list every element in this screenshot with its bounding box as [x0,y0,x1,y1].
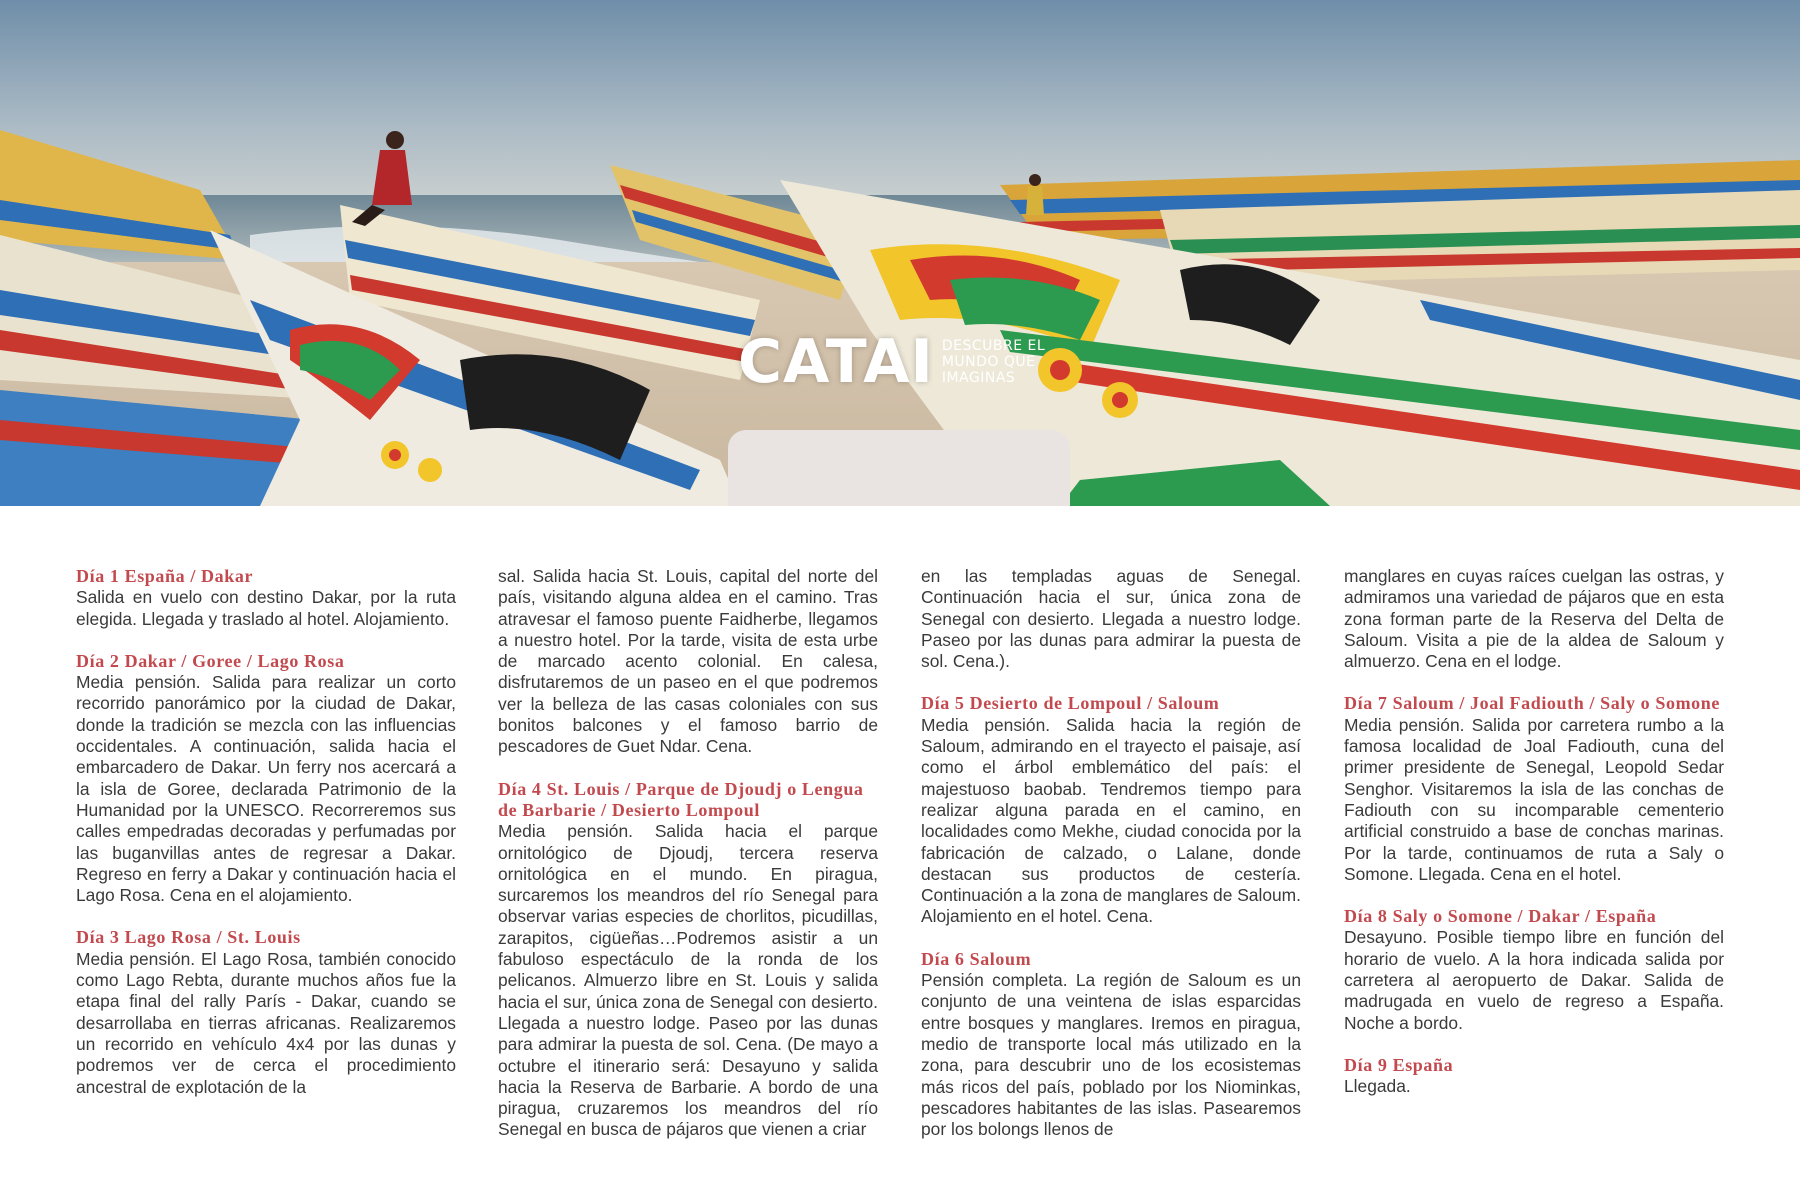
day-title: Día 4 St. Louis / Parque de Djoudj o Lengua de Barbarie / Desierto Lompoul [498,778,864,820]
tagline-line: DESCUBRE EL [941,338,1046,354]
column-2 [498,566,878,1162]
column-3 [921,566,1301,1161]
day-block [1344,906,1724,1034]
day-description: sal. Salida hacia St. Louis, capital del norte del país, visitando alguna aldea en el camino. Tras atravesar el famoso puente Faidherbe, llegamos a nuestro hotel. Por la tarde, visita de esta urbe de marcado acento colonial. En calesa, disfrutaremos de un paseo en el que podremos ver la belleza de las casas coloniales con sus bonitos balcones y el famoso barrio de pescadores de Guet Ndar. Cena. [498,566,878,757]
day-title: Día 1 España / Dakar [76,566,254,586]
hero-photo [0,0,1800,506]
tagline-line: MUNDO QUE [941,354,1036,370]
day-block [1344,1055,1724,1098]
day-description: manglares en cuyas raíces cuelgan las ostras, y admiramos una variedad de pájaros que en esta zona forman parte de la Reserva del Delta de Saloum. Visita a pie de la aldea de Saloum y almuerzo. Cena en el lodge. [1344,566,1724,672]
day-description: Media pensión. Salida hacia la región de Saloum, admirando en el trayecto el paisaje, así como el árbol emblemático del país: el majestuoso baobab. Tendremos tiempo para realizar alguna parada en el camino, en localidades como Mekhe, ciudad conocida por la fabricación de calzado, o Lalane, donde destacan sus productos de cestería. Continuación a la zona de manglares de Saloum. Alojamiento en el hotel. Cena. [921,714,1301,927]
day-title: Día 6 Saloum [921,948,1032,969]
logo-tagline [942,338,1062,386]
decorative-tab [728,430,1070,506]
day-block-continued [921,566,1301,672]
column-1 [76,566,456,1119]
day-description: en las templadas aguas de Senegal. Continuación hacia el sur, única zona de Senegal con desierto. Llegada a nuestro lodge. Paseo por las dunas para admirar la puesta de sol. Cena.). [921,566,1301,672]
day-block [76,927,456,1097]
day-title: Día 5 Desierto de Lompoul / Saloum [921,693,1220,714]
day-block [921,949,1301,1141]
day-description: Llegada. [1344,1076,1411,1097]
tagline-line: IMAGINAS [941,370,1016,386]
day-description: Salida en vuelo con destino Dakar, por la ruta elegida. Llegada y traslado al hotel. Alojamiento. [76,587,456,629]
day-block-continued [1344,566,1724,672]
logo-wordmark: CATAI [738,327,934,397]
day-block [76,651,456,907]
day-description: Media pensión. Salida hacia el parque ornitológico de Djoudj, tercera reserva ornitológica en el mundo. En piragua, surcaremos los meandros del río Senegal para observar varias especies de chorlitos, picudillas, zarapitos, cigüeñas…Podremos asistir a un fabuloso espectáculo de la ronda de los pelicanos. Almuerzo libre en St. Louis y salida hacia el sur, única zona de Senegal con desierto. Llegada a nuestro lodge. Paseo por las dunas para admirar la puesta de sol. Cena. (De mayo a octubre el itinerario será: Desayuno y salida hacia la Reserva de Barbarie. A bordo de una piragua, cruzaremos los meandros del río Senegal en busca de pájaros que vienen a criar [498,821,878,1140]
day-title: Día 2 Dakar / Goree / Lago Rosa [76,650,345,671]
day-description: Pensión completa. La región de Saloum es un conjunto de una veintena de islas esparcidas entre bosques y manglares. Iremos en piragua, medio de transporte local más utilizado en la zona, para descubrir uno de los ecosistemas más ricos del país, poblado por los Niominkas, pescadores habitantes de las islas. Pasearemos por los bolongs llenos de [921,970,1301,1140]
day-description: Desayuno. Posible tiempo libre en función del horario de vuelo. A la hora indicada salida por carretera al aeropuerto de Dakar. Salida de madrugada en vuelo de regreso a España. Noche a bordo. [1344,927,1724,1033]
day-title: Día 8 Saly o Somone / Dakar / España [1344,906,1657,927]
day-title: Día 3 Lago Rosa / St. Louis [76,927,301,948]
day-block-continued [498,566,878,758]
itinerary [76,566,1724,1166]
catai-logo [738,327,1062,397]
column-4 [1344,566,1724,1119]
day-block [76,566,456,630]
day-block [498,779,878,1141]
day-description: Media pensión. Salida por carretera rumbo a la famosa localidad de Joal Fadiouth, cuna del primer presidente de Senegal, Leopold Sedar Senghor. Visitaremos la isla de las conchas de Fadiouth con su incomparable cementerio artificial construido a base de conchas marinas. Por la tarde, continuamos de ruta a Saly o Somone. Llegada. Cena en el hotel. [1344,714,1724,884]
day-block [1344,693,1724,885]
day-description: Media pensión. Salida para realizar un corto recorrido panorámico por la ciudad de Dakar, donde la tradición se mezcla con las influencias occidentales. A continuación, salida hacia el embarcadero de Dakar. Un ferry nos acercará a la isla de Goree, declarada Patrimonio de la Humanidad por la UNESCO. Recorreremos sus calles empedradas decoradas y perfumadas por las buganvillas antes de regresar a Dakar. Regreso en ferry a Dakar y continuación hacia el Lago Rosa. Cena en el alojamiento. [76,672,456,906]
day-block [921,693,1301,927]
day-title: Día 7 Saloum / Joal Fadiouth / Saly o Somone [1344,693,1720,714]
day-description: Media pensión. El Lago Rosa, también conocido como Lago Rebta, durante muchos años fue la etapa final del rally París - Dakar, cuando se desarrollaba en tierras africanas. Realizaremos un recorrido en vehículo 4x4 por las dunas y podremos ver de cerca el procedimiento ancestral de explotación de la [76,948,456,1097]
day-title: Día 9 España [1344,1054,1454,1075]
